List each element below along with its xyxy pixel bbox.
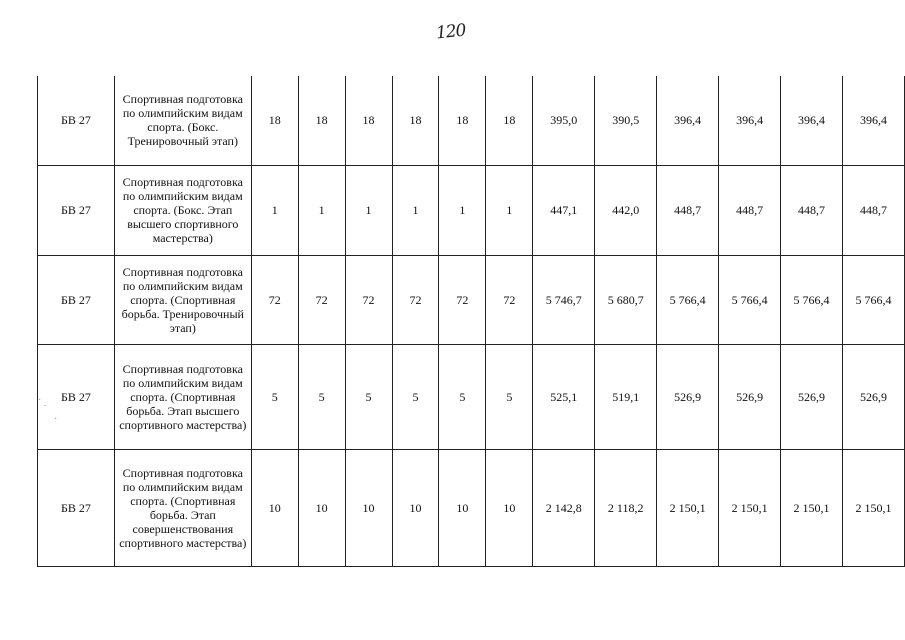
amount-cell: 5 766,4 [781,255,843,344]
table-row [38,76,905,165]
amount-cell: 448,7 [781,165,843,255]
table-row [38,344,905,449]
qty-cell: 1 [392,165,439,255]
amount-cell: 2 118,2 [595,449,657,566]
scan-artifact: · [54,414,58,425]
qty-cell: 72 [439,255,486,344]
amount-cell: 5 746,7 [533,255,595,344]
amount-cell: 5 766,4 [657,255,719,344]
amount-cell: 2 150,1 [657,449,719,566]
amount-cell: 526,9 [719,344,781,449]
qty-cell: 5 [392,344,439,449]
qty-cell: 72 [392,255,439,344]
amount-cell: 526,9 [781,344,843,449]
qty-cell: 18 [439,76,486,165]
amount-cell: 5 766,4 [719,255,781,344]
qty-cell: 1 [345,165,392,255]
qty-cell: 18 [298,76,345,165]
amount-cell: 396,4 [842,76,904,165]
qty-cell: 18 [345,76,392,165]
row-code: БВ 27 [38,76,115,165]
qty-cell: 5 [439,344,486,449]
qty-cell: 10 [486,449,533,566]
qty-cell: 1 [298,165,345,255]
row-code: БВ 27 [38,165,115,255]
qty-cell: 5 [486,344,533,449]
amount-cell: 519,1 [595,344,657,449]
row-code: БВ 27 [38,255,115,344]
row-code: БВ 27 [38,344,115,449]
row-description: Спортивная подготовка по олимпийским видам спорта. (Спортивная борьба. Этап совершенствования спортивного мастерства) [114,449,251,566]
amount-cell: 448,7 [657,165,719,255]
amount-cell: 396,4 [781,76,843,165]
amount-cell: 396,4 [657,76,719,165]
qty-cell: 72 [345,255,392,344]
amount-cell: 2 142,8 [533,449,595,566]
budget-table [37,76,905,567]
qty-cell: 10 [345,449,392,566]
amount-cell: 526,9 [657,344,719,449]
table-row [38,449,905,566]
amount-cell: 5 766,4 [842,255,904,344]
amount-cell: 448,7 [842,165,904,255]
amount-cell: 2 150,1 [781,449,843,566]
amount-cell: 447,1 [533,165,595,255]
qty-cell: 5 [345,344,392,449]
scan-artifact: ˙ . [38,398,47,409]
qty-cell: 72 [486,255,533,344]
qty-cell: 18 [251,76,298,165]
amount-cell: 526,9 [842,344,904,449]
page-number: 120 [435,20,467,44]
qty-cell: 5 [298,344,345,449]
amount-cell: 5 680,7 [595,255,657,344]
qty-cell: 1 [486,165,533,255]
amount-cell: 2 150,1 [842,449,904,566]
amount-cell: 442,0 [595,165,657,255]
amount-cell: 395,0 [533,76,595,165]
qty-cell: 72 [251,255,298,344]
qty-cell: 1 [439,165,486,255]
table-row [38,165,905,255]
qty-cell: 5 [251,344,298,449]
qty-cell: 72 [298,255,345,344]
amount-cell: 2 150,1 [719,449,781,566]
amount-cell: 390,5 [595,76,657,165]
row-description: Спортивная подготовка по олимпийским видам спорта. (Бокс. Этап высшего спортивного мастерства) [114,165,251,255]
qty-cell: 1 [251,165,298,255]
row-code: БВ 27 [38,449,115,566]
amount-cell: 448,7 [719,165,781,255]
amount-cell: 396,4 [719,76,781,165]
row-description: Спортивная подготовка по олимпийским видам спорта. (Спортивная борьба. Тренировочный этап) [114,255,251,344]
qty-cell: 10 [439,449,486,566]
table-row [38,255,905,344]
amount-cell: 525,1 [533,344,595,449]
qty-cell: 10 [251,449,298,566]
row-description: Спортивная подготовка по олимпийским видам спорта. (Бокс. Тренировочный этап) [114,76,251,165]
qty-cell: 18 [486,76,533,165]
qty-cell: 10 [392,449,439,566]
qty-cell: 18 [392,76,439,165]
row-description: Спортивная подготовка по олимпийским видам спорта. (Спортивная борьба. Этап высшего спортивного мастерства) [114,344,251,449]
qty-cell: 10 [298,449,345,566]
